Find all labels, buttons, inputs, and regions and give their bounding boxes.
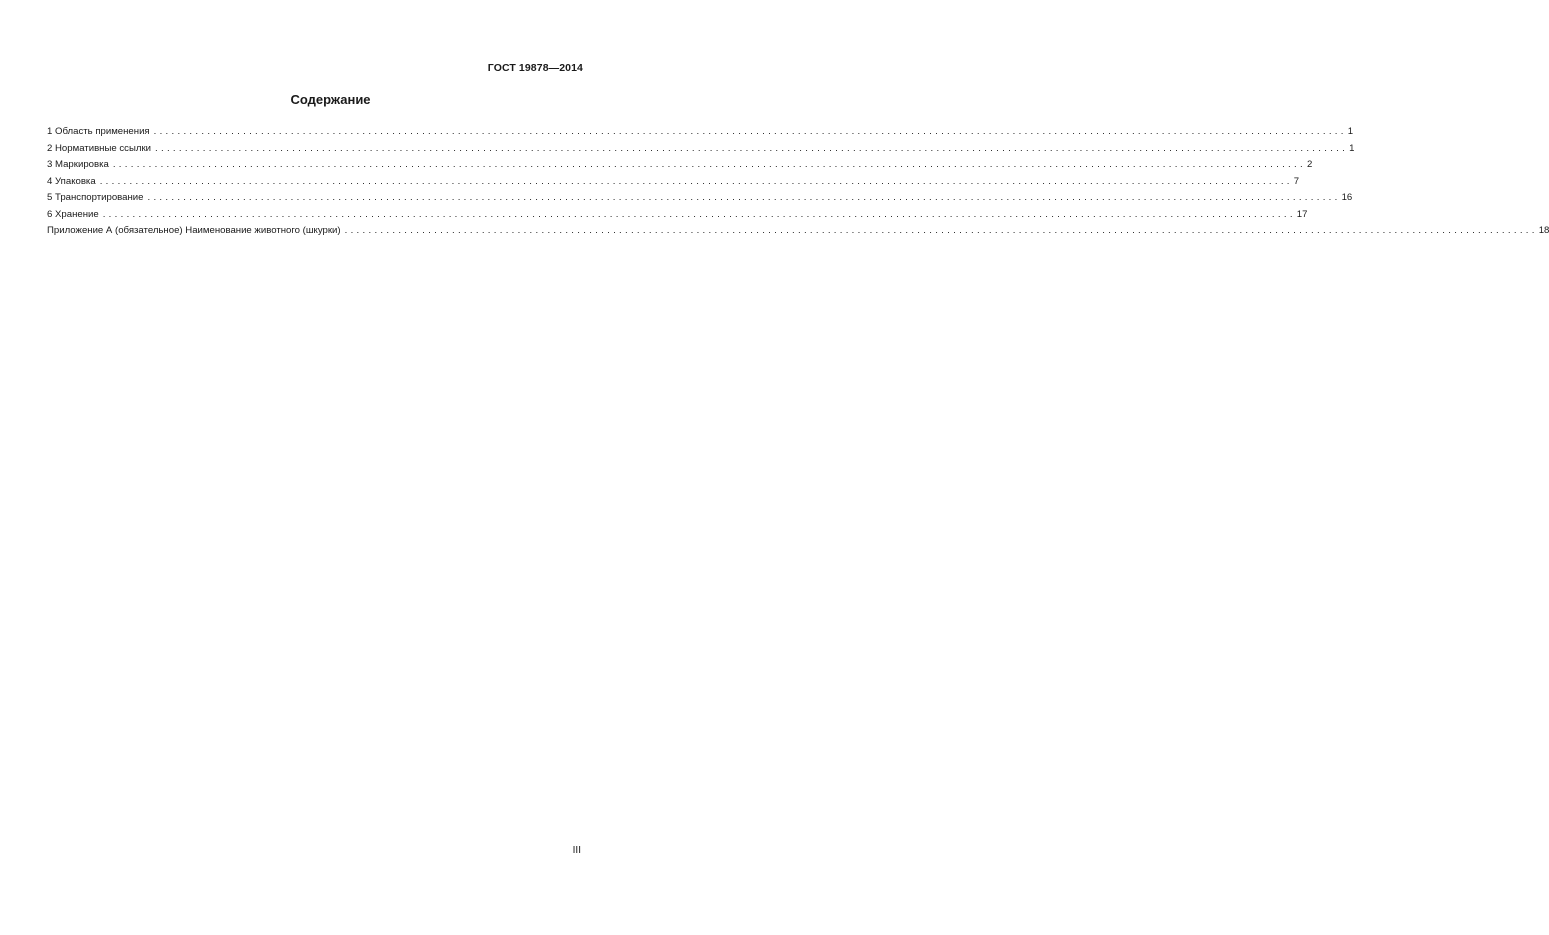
toc-entry-page: 17	[1296, 208, 1308, 220]
toc-entry-page: 16	[1341, 192, 1353, 203]
toc-entry[interactable]	[47, 124, 1354, 141]
toc-entry-label: 5 Транспортирование	[47, 192, 144, 203]
toc-entry[interactable]	[47, 157, 1313, 174]
toc-entry-page: 1	[1349, 142, 1355, 154]
toc-entry[interactable]	[47, 141, 1355, 158]
toc-entry-page: 1	[1347, 126, 1354, 137]
toc-dot-leader: ........................................................................................................................................................................................................	[147, 192, 1341, 203]
toc-dot-leader: ........................................................................................................................................................................................................	[112, 159, 1306, 170]
toc-entry-label: 2 Нормативные ссылки	[47, 142, 152, 154]
toc-dot-leader: ........................................................................................................................................................................................................	[155, 142, 1349, 154]
toc-dot-leader: ........................................................................................................................................................................................................	[102, 208, 1296, 220]
document-code: ГОСТ 19878—2014	[487, 62, 583, 74]
toc-entry[interactable]	[47, 207, 1308, 224]
toc-entry-page: 18	[1538, 225, 1549, 236]
table-of-contents	[47, 124, 1549, 240]
toc-entry-label: 4 Упаковка	[47, 175, 96, 187]
page-number: III	[572, 845, 581, 856]
toc-entry-page: 7	[1293, 175, 1300, 187]
toc-dot-leader: ........................................................................................................................................................................................................	[153, 126, 1347, 137]
toc-entry[interactable]	[47, 223, 1549, 240]
toc-dot-leader: ........................................................................................................................................................................................................	[99, 175, 1293, 187]
toc-entry-label: 1 Область применения	[47, 126, 150, 137]
toc-title: Содержание	[290, 92, 371, 107]
toc-entry-page: 2	[1306, 159, 1313, 170]
toc-entry-label: 3 Маркировка	[47, 159, 109, 170]
toc-entry-label: 6 Хранение	[47, 208, 99, 220]
toc-entry[interactable]	[47, 174, 1300, 191]
toc-dot-leader: ........................................................................................................................................................................................................	[344, 225, 1538, 236]
toc-entry[interactable]	[47, 190, 1353, 207]
toc-entry-label: Приложение А (обязательное) Наименование животного (шкурки)	[47, 225, 341, 236]
